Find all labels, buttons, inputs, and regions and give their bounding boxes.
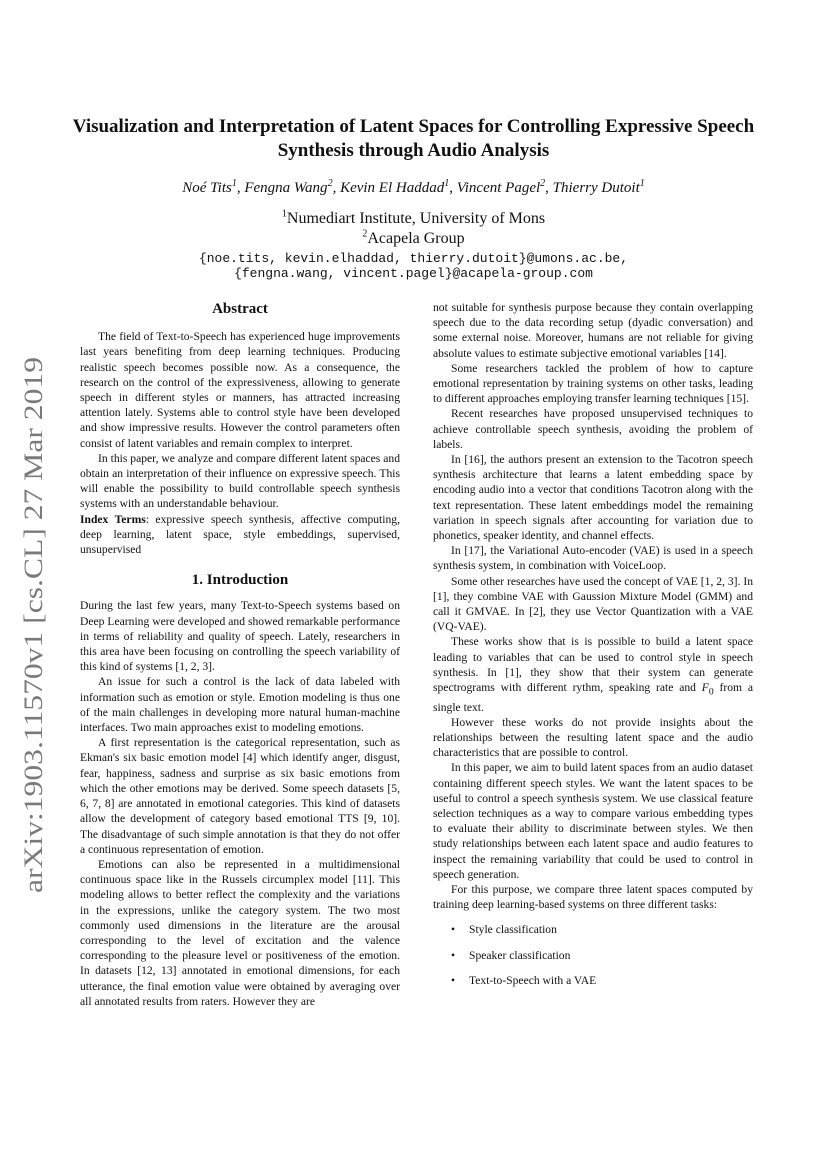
author-name: Fengna Wang	[244, 180, 328, 196]
intro-paragraph: Some other researches have used the concept of VAE [1, 2, 3]. In [1], they combine VAE with Gaussion Mixture Model (GMM) and call it GMVAE. In [2], they use Vector Quantization with a VAE (VQ-VAE).	[433, 574, 753, 634]
index-terms	[80, 512, 400, 558]
email-line: {fengna.wang, vincent.pagel}@acapela-group.com	[234, 266, 593, 281]
intro-paragraph: Emotions can also be represented in a multidimensional continuous space like in the Russels circumplex model [11]. This modeling allows to better reflect the complexity and the variations in the expressions, unlike the category system. The two most commonly used dimensions in the literature are the arousal corresponding to the level of excitation and the valence corresponding to the pleasure level or positiveness of the emotion. In datasets [12, 13] annotated in emotional dimensions, for each utterance, the final emotion value were obtained by averaging over all annotated results from raters. However they are	[80, 857, 400, 1008]
affiliation-text: Acapela Group	[367, 230, 465, 247]
left-column	[80, 302, 400, 1009]
intro-paragraph: In this paper, we aim to build latent spaces from an audio dataset containing different speech styles. We want the latent spaces to be useful to control a speech synthesis system. We use classical feature selection techniques as a way to compare various embedding types to evaluate their ability to discriminate between styles. We then study relationships between each latent space and audio features to inspect the remaining variability that could be used to control in speech generation.	[433, 761, 753, 881]
author-list: Noé Tits$^1$, Fengna Wang$^2$, Kevin El Haddad$^1$, Vincent Pagel$^2$, Thierry Dutoit$^1$	[182, 178, 645, 196]
paper-title: Visualization and Interpretation of Latent Spaces for Controlling Expressive Speech Synthesis through Audio Analysis	[72, 116, 755, 161]
intro-paragraph: Some researchers tackled the problem of how to capture emotional representation by training systems on other tasks, leading to different approaches employing transfer learning techniques [15].	[433, 361, 753, 406]
affiliation-number: 1	[281, 208, 287, 220]
abstract-paragraph: The field of Text-to-Speech has experienced huge improvements last years benefiting from deep learning techniques. Producing realistic speech becomes possible now. As a consequence, the research on the control of the expressiveness, allowing to generate speech in different styles or manners, has attracted increasing attention lately. Systems able to control style have been developed and show impressive results. However the control parameters often consist of latent variables and remain complex to interpret.	[80, 330, 400, 450]
intro-paragraph: A first representation is the categorical representation, such as Ekman's six basic emotion model [4] which identify anger, disgust, fear, happiness, sadness and surprise as six basic emotions from which the other emotions may be derived. Some speech datasets [5, 6, 7, 8] are annotated in emotional categories. This kind of datasets allow the development of category based emotional TTS [9, 10]. The disadvantage of such simple annotation is that they do not offer a continuous representation of emotion.	[80, 736, 400, 856]
index-terms-label: Index Terms	[80, 512, 146, 526]
index-terms-text: : expressive speech synthesis, affective computing, deep learning, latent space, style embeddings, supervised, unsupervised	[80, 512, 400, 557]
affiliation-line	[70, 210, 757, 228]
author-name: Thierry Dutoit	[552, 180, 640, 196]
author-affiliation-mark: 1	[639, 178, 645, 189]
author-affiliation-mark: 2	[327, 178, 333, 189]
f0-paragraph-end: from a single text.	[433, 681, 753, 714]
arxiv-sidebar-stamp	[10, 355, 54, 895]
author-affiliation-mark: 2	[540, 178, 546, 189]
intro-paragraph: In [16], the authors present an extension to the Tacotron speech synthesis architecture that learns a latent embedding space by encoding audio into a vector that conditions Tacotron along with the text representation. These latent embeddings model the remaining variation in speech signals after accounting for variation due to phonetics, speaker identity, and channel effects.	[433, 453, 753, 543]
author-affiliation-mark: 1	[444, 178, 450, 189]
arxiv-stamp-svg	[10, 355, 54, 895]
intro-paragraph: An issue for such a control is the lack of data labeled with information such as emotion or style. Emotion modeling is thus one of the main challenges in developing more natural human-machine interfaces. Two main approaches exist to modeling emotions.	[80, 675, 400, 735]
affiliation-number: 2	[362, 228, 368, 240]
author-name: Vincent Pagel	[456, 180, 541, 196]
bullet-item: • Speaker classification	[449, 948, 753, 963]
author-name: Kevin El Haddad	[340, 180, 445, 196]
email-line: {noe.tits, kevin.elhaddad, thierry.dutoit}@umons.ac.be,	[198, 251, 629, 266]
author-affiliation-mark: 1	[231, 178, 237, 189]
abstract-heading: Abstract	[212, 301, 268, 317]
f0-paragraph-start: These works show that is is possible to build a latent space leading to variables that can be used to control style in speech synthesis. In [1], they show that their system can generate spectrograms with different rythm, speaking rate and	[433, 635, 753, 695]
bullet-item: • Text-to-Speech with a VAE	[449, 973, 753, 988]
abstract-paragraph: In this paper, we analyze and compare different latent spaces and obtain an interpretation of their influence on expressive speech. This will enable the possibility to build controllable speech synthesis systems with an understandable behaviour.	[80, 451, 400, 511]
affiliation-text: Numediart Institute, University of Mons	[286, 210, 546, 227]
arxiv-id-text: arXiv:1903.11570v1 [cs.CL] 27 Mar 2019	[18, 443, 48, 893]
intro-paragraph: However these works do not provide insights about the relationships between the resulting latent space and the audio characteristics that are possible to control.	[433, 715, 753, 760]
bullet-item: • Style classification	[449, 922, 753, 937]
intro-paragraph: For this purpose, we compare three latent spaces computed by training deep learning-based systems on three different tasks:	[433, 883, 753, 912]
f0-symbol: F	[701, 681, 709, 695]
affiliation-line	[70, 230, 757, 248]
right-column	[433, 300, 753, 998]
intro-paragraph	[433, 634, 753, 714]
f0-subscript: 0	[708, 686, 714, 698]
intro-paragraph: In [17], the Variational Auto-encoder (VAE) is used in a speech synthesis system, in combination with VoiceLoop.	[433, 544, 753, 573]
task-bullet-list	[433, 922, 753, 988]
intro-paragraph: During the last few years, many Text-to-Speech systems based on Deep Learning were developed and showed remarkable performance in terms of reliability and quality of speech. Lately, researchers in this area have been focusing on controlling the speech variability of this kind of systems [1, 2, 3].	[80, 599, 400, 674]
intro-paragraph: not suitable for synthesis purpose because they contain overlapping speech due to the data recording setup (dyadic conversation) and some external noise. Moreover, humans are not reliable for giving absolute values to estimate subjective emotional variables [14].	[433, 301, 753, 360]
intro-paragraph: Recent researches have proposed unsupervised techniques to achieve controllable speech synthesis, avoiding the problem of labels.	[433, 407, 753, 451]
author-name: Noé Tits	[182, 180, 232, 196]
introduction-heading: 1. Introduction	[191, 572, 289, 589]
